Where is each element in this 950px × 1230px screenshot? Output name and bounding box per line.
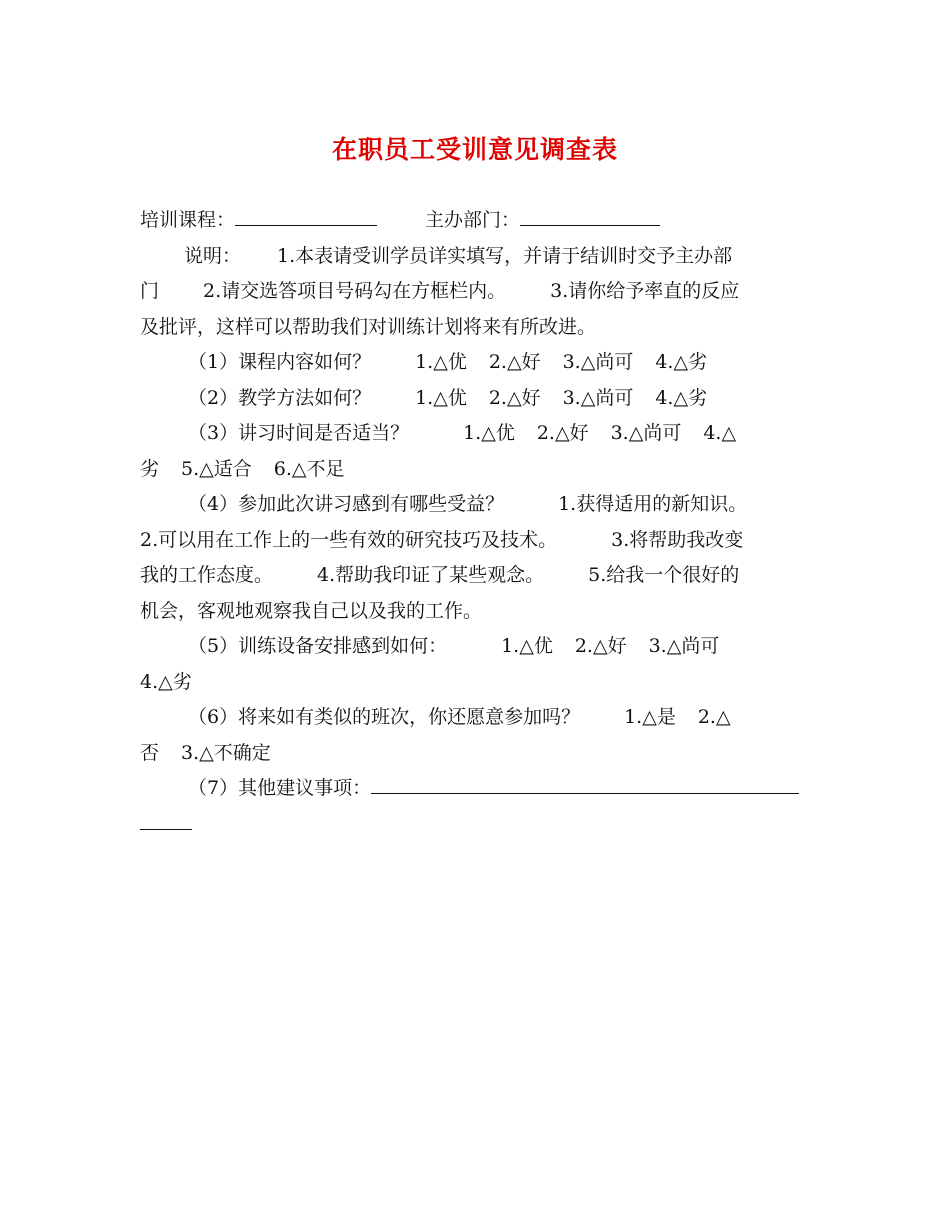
- q4-option-5-cont: 机会，客观地观察我自己以及我的工作。: [140, 599, 483, 622]
- note-line-2: [140, 274, 812, 310]
- question-5-cont: [140, 665, 812, 701]
- dept-blank[interactable]: [520, 206, 660, 226]
- q3-option-4[interactable]: 4.△: [703, 422, 737, 444]
- question-6: [140, 700, 812, 736]
- question-4-label: （4）参加此次讲习感到有哪些受益？: [188, 493, 505, 515]
- document-body: [140, 203, 812, 842]
- q3-option-1[interactable]: 1.△优: [463, 422, 515, 444]
- question-2: [140, 381, 812, 417]
- q1-option-2[interactable]: 2.△好: [488, 351, 541, 373]
- course-blank[interactable]: [235, 206, 377, 226]
- note-1-cont: 门: [140, 280, 160, 302]
- q4-option-2[interactable]: 2.可以用在工作上的一些有效的研究技巧及技术。: [140, 528, 558, 551]
- header-fields-row: [140, 203, 812, 239]
- note-line-1: [140, 239, 812, 275]
- q3-option-6[interactable]: 6.△不足: [273, 457, 345, 480]
- q6-option-1[interactable]: 1.△是: [624, 706, 676, 728]
- note-label: 说明：: [184, 244, 242, 267]
- q1-option-3[interactable]: 3.△尚可: [562, 351, 634, 373]
- q3-option-3[interactable]: 3.△尚可: [610, 422, 682, 444]
- q2-option-2[interactable]: 2.△好: [488, 386, 541, 409]
- q5-option-2[interactable]: 2.△好: [574, 635, 627, 657]
- note-3-start: 3.请你给予率直的反应: [550, 280, 740, 302]
- q3-option-2[interactable]: 2.△好: [536, 422, 589, 444]
- question-6-cont: [140, 736, 812, 772]
- question-7-label: （7）其他建议事项：: [188, 777, 372, 799]
- q4-option-4[interactable]: 4.帮助我印证了某些观念。: [317, 564, 545, 586]
- q2-option-1[interactable]: 1.△优: [415, 386, 467, 409]
- question-4-line-4: [140, 594, 812, 630]
- q1-option-4[interactable]: 4.△劣: [655, 351, 708, 373]
- dept-label: 主办部门：: [425, 209, 521, 231]
- question-6-label: （6）将来如有类似的班次，你还愿意参加吗？: [188, 706, 581, 728]
- note-line-3: [140, 310, 812, 346]
- q6-option-2-cont: 否: [140, 741, 160, 764]
- suggestion-blank[interactable]: [371, 774, 799, 794]
- q4-option-3-cont: 我的工作态度。: [140, 564, 274, 586]
- document-title: 在职员工受训意见调查表: [331, 135, 618, 164]
- q2-option-4[interactable]: 4.△劣: [655, 386, 708, 409]
- question-4: [140, 487, 812, 523]
- question-3: [140, 416, 812, 452]
- question-5: [140, 629, 812, 665]
- question-1-label: （1）课程内容如何？: [188, 351, 372, 373]
- q3-option-4-cont: 劣: [140, 457, 160, 480]
- question-3-label: （3）讲习时间是否适当？: [188, 422, 410, 444]
- question-5-label: （5）训练设备安排感到如何：: [188, 635, 448, 657]
- q4-option-1[interactable]: 1.获得适用的新知识。: [558, 493, 748, 515]
- q4-option-3[interactable]: 3.将帮助我改变: [611, 528, 744, 551]
- q5-option-1[interactable]: 1.△优: [501, 635, 553, 657]
- question-7: [140, 771, 812, 807]
- course-label: 培训课程：: [140, 209, 236, 231]
- q1-option-1[interactable]: 1.△优: [415, 351, 467, 373]
- q5-option-4[interactable]: 4.△劣: [140, 670, 192, 693]
- note-2: 2.请交选答项目号码勾在方框栏内。: [203, 280, 507, 302]
- q4-option-5[interactable]: 5.给我一个很好的: [588, 564, 740, 586]
- note-1: 1.本表请受训学员详实填写，并请于结训时交予主办部: [277, 244, 733, 267]
- note-3-cont: 及批评，这样可以帮助我们对训练计划将来有所改进。: [140, 315, 597, 338]
- question-7-cont: [140, 807, 812, 843]
- q5-option-3[interactable]: 3.△尚可: [648, 635, 720, 657]
- question-3-cont: [140, 452, 812, 488]
- q2-option-3[interactable]: 3.△尚可: [562, 386, 634, 409]
- q6-option-2[interactable]: 2.△: [697, 706, 731, 728]
- q3-option-5[interactable]: 5.△适合: [181, 457, 252, 480]
- q6-option-3[interactable]: 3.△不确定: [181, 741, 271, 764]
- question-4-line-3: [140, 558, 812, 594]
- question-4-line-2: [140, 523, 812, 559]
- suggestion-blank-cont[interactable]: [140, 810, 192, 830]
- question-2-label: （2）教学方法如何？: [188, 386, 372, 409]
- question-1: [140, 345, 812, 381]
